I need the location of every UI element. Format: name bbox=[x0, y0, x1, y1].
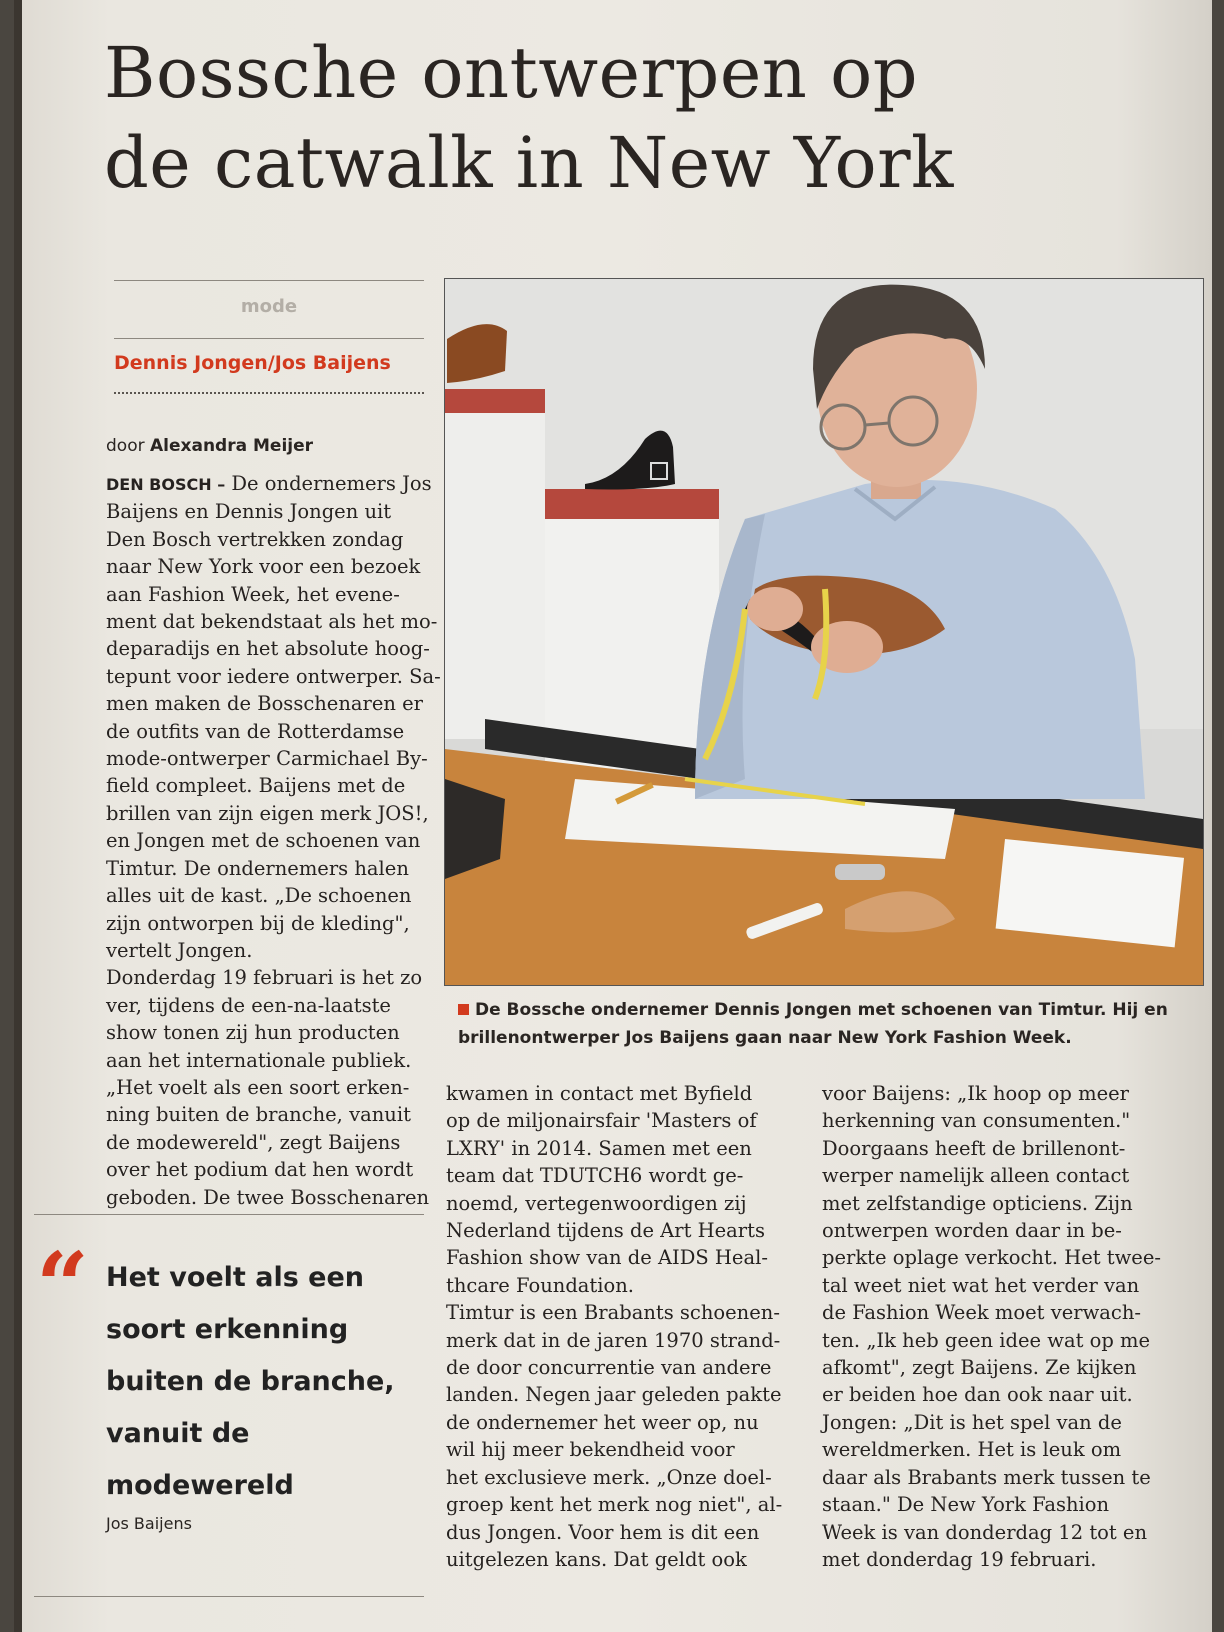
article-text-line: tal weet niet wat het verder van bbox=[822, 1273, 1140, 1297]
article-text-line: werper namelijk alleen contact bbox=[822, 1164, 1130, 1188]
article-text-line: field compleet. Baijens met de bbox=[106, 774, 406, 798]
article-text-line: ten. „Ik heb geen idee wat op me bbox=[822, 1328, 1151, 1352]
page-spine bbox=[14, 0, 22, 1632]
article-text-line: afkomt", zegt Baijens. Ze kijken bbox=[822, 1356, 1137, 1380]
article-text-line: uitgelezen kans. Dat geldt ook bbox=[446, 1547, 747, 1571]
article-text-line: Timtur. De ondernemers halen bbox=[106, 856, 409, 880]
quote-mark-icon: “ bbox=[36, 1232, 89, 1340]
article-text-line: Week is van donderdag 12 tot en bbox=[822, 1520, 1148, 1544]
caption-marker bbox=[458, 1004, 469, 1015]
article-text-line: met donderdag 19 februari. bbox=[822, 1547, 1097, 1571]
article-text-line: kwamen in contact met Byfield bbox=[446, 1082, 753, 1105]
article-text-line: Doorgaans heeft de brillenont- bbox=[822, 1136, 1126, 1160]
quote-rule-bottom bbox=[34, 1596, 424, 1597]
article-column-2 bbox=[446, 1080, 811, 1573]
article-photo bbox=[444, 278, 1204, 986]
dateline: DEN BOSCH – bbox=[106, 475, 226, 494]
article-text-line: Nederland tijdens de Art Hearts bbox=[446, 1219, 765, 1243]
article-text-line: merk dat in de jaren 1970 strand- bbox=[446, 1328, 781, 1352]
article-text-line: wil hij meer bekendheid voor bbox=[446, 1438, 735, 1462]
pull-quote-line: buiten de branche, bbox=[106, 1366, 395, 1397]
article-text-line: groep kent het merk nog niet", al- bbox=[446, 1493, 783, 1517]
article-text-line: „Het voelt als een soort erken- bbox=[106, 1075, 410, 1099]
article-column-3 bbox=[822, 1080, 1202, 1573]
pull-quote-line: soort erkenning bbox=[106, 1314, 349, 1345]
article-text-line: Donderdag 19 februari is het zo bbox=[106, 966, 423, 990]
article-text-line: wereldmerken. Het is leuk om bbox=[822, 1438, 1122, 1462]
headline bbox=[104, 28, 1124, 208]
article-text-line: Baijens en Dennis Jongen uit bbox=[106, 500, 392, 524]
article-text-line: de outfits van de Rotterdamse bbox=[106, 719, 405, 743]
article-text-line: thcare Foundation. bbox=[446, 1273, 635, 1297]
pull-quote-line: modewereld bbox=[106, 1470, 294, 1501]
article-text-line: op de miljonairsfair 'Masters of bbox=[446, 1109, 757, 1133]
article-text-line: de Fashion Week moet verwach- bbox=[822, 1301, 1141, 1325]
article-text-line: ver, tijdens de een-na-laatste bbox=[106, 993, 391, 1017]
article-text-line: aan Fashion Week, het evene- bbox=[106, 582, 400, 606]
article-text-line: noemd, vertegenwoordigen zij bbox=[446, 1191, 747, 1215]
article-text-line: mode-ontwerper Carmichael By- bbox=[106, 747, 428, 771]
article-text-line bbox=[106, 470, 431, 498]
photo-caption bbox=[458, 996, 1198, 1052]
article-text-line: tepunt voor iedere ontwerper. Sa- bbox=[106, 664, 441, 688]
quote-rule-top bbox=[34, 1214, 424, 1215]
article-text-line: brillen van zijn eigen merk JOS!, bbox=[106, 801, 429, 825]
article-text-line: ontwerpen worden daar in be- bbox=[822, 1219, 1122, 1243]
article-text-line: herkenning van consumenten." bbox=[822, 1109, 1131, 1133]
topic-dotted-rule bbox=[114, 392, 424, 394]
topic-names: Dennis Jongen/Jos Baijens bbox=[114, 352, 391, 374]
article-text-line: aan het internationale publiek. bbox=[106, 1048, 412, 1072]
article-text-line: voor Baijens: „Ik hoop op meer bbox=[822, 1082, 1129, 1105]
byline bbox=[106, 436, 313, 456]
pull-quote-attribution: Jos Baijens bbox=[106, 1514, 192, 1533]
article-text-line: daar als Brabants merk tussen te bbox=[822, 1465, 1151, 1489]
article-text-line: Jongen: „Dit is het spel van de bbox=[822, 1410, 1122, 1434]
section-rule-top bbox=[114, 280, 424, 281]
article-text-line: er beiden hoe dan ook naar uit. bbox=[822, 1383, 1133, 1407]
article-text-line: Fashion show van de AIDS Heal- bbox=[446, 1246, 768, 1270]
pull-quote bbox=[106, 1252, 436, 1512]
section-rule-bottom bbox=[114, 338, 424, 339]
article-text-line: vertelt Jongen. bbox=[106, 938, 253, 962]
article-text-run: De ondernemers Jos bbox=[225, 472, 432, 495]
article-text-line: ning buiten de branche, vanuit bbox=[106, 1103, 411, 1127]
article-text-line: zijn ontworpen bij de kleding", bbox=[106, 911, 410, 935]
pull-quote-line: vanuit de bbox=[106, 1418, 250, 1449]
article-text-line: ment dat bekendstaat als het mo- bbox=[106, 610, 438, 634]
headline-line: de catwalk in New York bbox=[104, 122, 954, 204]
article-text-line: Den Bosch vertrekken zondag bbox=[106, 527, 404, 551]
article-text-line: landen. Negen jaar geleden pakte bbox=[446, 1383, 782, 1407]
article-text-line: men maken de Bosschenaren er bbox=[106, 692, 424, 716]
article-text-line: Timtur is een Brabants schoenen- bbox=[446, 1301, 780, 1325]
byline-prefix: door bbox=[106, 436, 145, 456]
article-text-line: staan." De New York Fashion bbox=[822, 1493, 1110, 1517]
photo-illustration bbox=[445, 279, 1203, 985]
caption-line: brillenontwerper Jos Baijens gaan naar New York Fashion Week. bbox=[458, 1028, 1072, 1048]
article-text-line: dus Jongen. Voor hem is dit een bbox=[446, 1520, 760, 1544]
article-text-line: alles uit de kast. „De schoenen bbox=[106, 884, 412, 908]
pull-quote-line: Het voelt als een bbox=[106, 1262, 365, 1293]
article-text-line: geboden. De twee Bosschenaren bbox=[106, 1185, 430, 1209]
article-text-line: LXRY' in 2014. Samen met een bbox=[446, 1136, 752, 1160]
newspaper-page bbox=[14, 0, 1212, 1632]
headline-line: Bossche ontwerpen op bbox=[104, 32, 919, 114]
author-name: Alexandra Meijer bbox=[150, 436, 314, 456]
article-text-line: en Jongen met de schoenen van bbox=[106, 829, 421, 853]
article-text-line: met zelfstandige opticiens. Zijn bbox=[822, 1191, 1133, 1215]
article-column-1 bbox=[106, 470, 441, 1211]
article-text-line: perkte oplage verkocht. Het twee- bbox=[822, 1246, 1161, 1270]
article-text-line: show tonen zij hun producten bbox=[106, 1021, 400, 1045]
article-text-line: de door concurrentie van andere bbox=[446, 1356, 772, 1380]
article-text-line: naar New York voor een bezoek bbox=[106, 555, 421, 579]
caption-line: De Bossche ondernemer Dennis Jongen met schoenen van Timtur. Hij en bbox=[475, 1000, 1168, 1020]
article-text-line: over het podium dat hen wordt bbox=[106, 1158, 414, 1182]
article-text-line: de modewereld", zegt Baijens bbox=[106, 1130, 401, 1154]
article-text-line: deparadijs en het absolute hoog- bbox=[106, 637, 430, 661]
article-text-line: de ondernemer het weer op, nu bbox=[446, 1410, 759, 1434]
section-label: mode bbox=[240, 296, 298, 317]
article-text-line: het exclusieve merk. „Onze doel- bbox=[446, 1465, 772, 1489]
article-text-line: team dat TDUTCH6 wordt ge- bbox=[446, 1164, 744, 1188]
